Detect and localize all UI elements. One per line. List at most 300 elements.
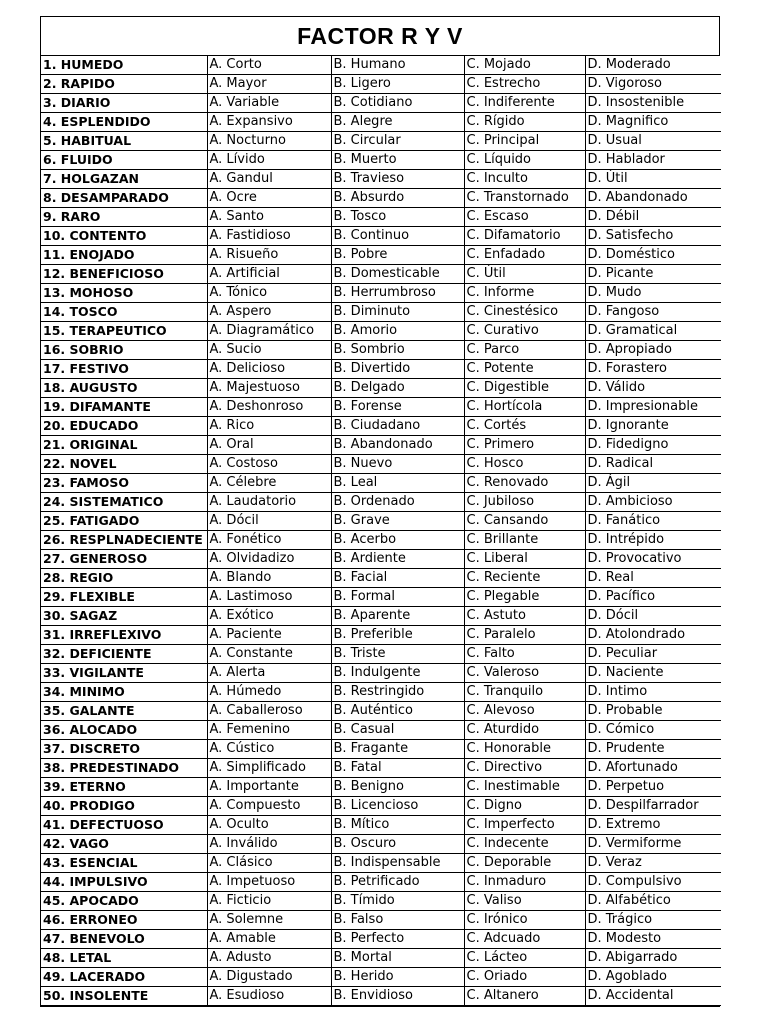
option-b-cell: B. Cotidiano (331, 94, 464, 113)
table-row (41, 702, 721, 721)
option-c-cell: C. Transtornado (464, 189, 585, 208)
table-row (41, 151, 721, 170)
table-row (41, 322, 721, 341)
target-word-cell: 38. PREDESTINADO (41, 759, 207, 778)
option-d-cell: D. Modesto (585, 930, 721, 949)
target-word-cell: 27. GENEROSO (41, 550, 207, 569)
option-d-cell: D. Hablador (585, 151, 721, 170)
option-d-cell: D. Alfabético (585, 892, 721, 911)
option-b-cell: B. Restringido (331, 683, 464, 702)
target-word-cell: 49. LACERADO (41, 968, 207, 987)
table-row (41, 303, 721, 322)
option-b-cell: B. Travieso (331, 170, 464, 189)
option-a-cell: A. Amable (207, 930, 331, 949)
option-b-cell: B. Sombrio (331, 341, 464, 360)
option-c-cell: C. Inestimable (464, 778, 585, 797)
option-c-cell: C. Tranquilo (464, 683, 585, 702)
target-word-cell: 25. FATIGADO (41, 512, 207, 531)
option-d-cell: D. Vigoroso (585, 75, 721, 94)
option-c-cell: C. Brillante (464, 531, 585, 550)
table-row (41, 455, 721, 474)
option-d-cell: D. Satisfecho (585, 227, 721, 246)
target-word-cell: 33. VIGILANTE (41, 664, 207, 683)
option-b-cell: B. Triste (331, 645, 464, 664)
option-a-cell: A. Impetuoso (207, 873, 331, 892)
table-row (41, 645, 721, 664)
option-b-cell: B. Oscuro (331, 835, 464, 854)
target-word-cell: 50. INSOLENTE (41, 987, 207, 1006)
option-a-cell: A. Clásico (207, 854, 331, 873)
option-c-cell: C. Digestible (464, 379, 585, 398)
target-word-cell: 15. TERAPEUTICO (41, 322, 207, 341)
option-c-cell: C. Inculto (464, 170, 585, 189)
option-a-cell: A. Esudioso (207, 987, 331, 1006)
target-word-cell: 4. ESPLENDIDO (41, 113, 207, 132)
option-d-cell: D. Fangoso (585, 303, 721, 322)
option-a-cell: A. Diagramático (207, 322, 331, 341)
target-word-cell: 19. DIFAMANTE (41, 398, 207, 417)
option-c-cell: C. Adcuado (464, 930, 585, 949)
option-d-cell: D. Provocativo (585, 550, 721, 569)
table-row (41, 873, 721, 892)
option-c-cell: C. Liberal (464, 550, 585, 569)
option-a-cell: A. Constante (207, 645, 331, 664)
option-b-cell: B. Forense (331, 398, 464, 417)
option-a-cell: A. Variable (207, 94, 331, 113)
option-b-cell: B. Delgado (331, 379, 464, 398)
table-row (41, 968, 721, 987)
option-c-cell: C. Honorable (464, 740, 585, 759)
option-d-cell: D. Impresionable (585, 398, 721, 417)
option-b-cell: B. Mítico (331, 816, 464, 835)
table-row (41, 227, 721, 246)
option-d-cell: D. Despilfarrador (585, 797, 721, 816)
table-row (41, 398, 721, 417)
option-a-cell: A. Costoso (207, 455, 331, 474)
option-d-cell: D. Intimo (585, 683, 721, 702)
option-a-cell: A. Corto (207, 56, 331, 75)
target-word-cell: 43. ESENCIAL (41, 854, 207, 873)
table-row (41, 854, 721, 873)
table-row (41, 113, 721, 132)
option-d-cell: D. Fanático (585, 512, 721, 531)
table-row (41, 132, 721, 151)
target-word-cell: 30. SAGAZ (41, 607, 207, 626)
option-a-cell: A. Mayor (207, 75, 331, 94)
option-c-cell: C. Digno (464, 797, 585, 816)
option-c-cell: C. Informe (464, 284, 585, 303)
option-c-cell: C. Curativo (464, 322, 585, 341)
target-word-cell: 16. SOBRIO (41, 341, 207, 360)
option-c-cell: C. Parco (464, 341, 585, 360)
option-c-cell: C. Reciente (464, 569, 585, 588)
option-a-cell: A. Blando (207, 569, 331, 588)
option-b-cell: B. Fatal (331, 759, 464, 778)
option-a-cell: A. Femenino (207, 721, 331, 740)
option-b-cell: B. Divertido (331, 360, 464, 379)
option-b-cell: B. Acerbo (331, 531, 464, 550)
option-d-cell: D. Mudo (585, 284, 721, 303)
option-a-cell: A. Húmedo (207, 683, 331, 702)
target-word-cell: 22. NOVEL (41, 455, 207, 474)
option-c-cell: C. Renovado (464, 474, 585, 493)
option-d-cell: D. Compulsivo (585, 873, 721, 892)
table-row (41, 930, 721, 949)
option-c-cell: C. Lácteo (464, 949, 585, 968)
option-d-cell: D. Peculiar (585, 645, 721, 664)
option-a-cell: A. Nocturno (207, 132, 331, 151)
table-row (41, 911, 721, 930)
table-row (41, 816, 721, 835)
option-d-cell: D. Afortunado (585, 759, 721, 778)
target-word-cell: 39. ETERNO (41, 778, 207, 797)
option-c-cell: C. Difamatorio (464, 227, 585, 246)
option-d-cell: D. Real (585, 569, 721, 588)
option-a-cell: A. Oculto (207, 816, 331, 835)
option-d-cell: D. Insostenible (585, 94, 721, 113)
option-b-cell: B. Grave (331, 512, 464, 531)
table-row (41, 75, 721, 94)
option-a-cell: A. Olvidadizo (207, 550, 331, 569)
target-word-cell: 23. FAMOSO (41, 474, 207, 493)
option-a-cell: A. Dócil (207, 512, 331, 531)
target-word-cell: 10. CONTENTO (41, 227, 207, 246)
option-a-cell: A. Paciente (207, 626, 331, 645)
option-d-cell: D. Útil (585, 170, 721, 189)
option-a-cell: A. Expansivo (207, 113, 331, 132)
option-a-cell: A. Alerta (207, 664, 331, 683)
option-b-cell: B. Ardiente (331, 550, 464, 569)
option-a-cell: A. Sucio (207, 341, 331, 360)
option-c-cell: C. Indecente (464, 835, 585, 854)
option-b-cell: B. Ligero (331, 75, 464, 94)
target-word-cell: 7. HOLGAZAN (41, 170, 207, 189)
table-row (41, 360, 721, 379)
option-c-cell: C. Astuto (464, 607, 585, 626)
option-a-cell: A. Lastimoso (207, 588, 331, 607)
table-row (41, 892, 721, 911)
target-word-cell: 6. FLUIDO (41, 151, 207, 170)
option-d-cell: D. Gramatical (585, 322, 721, 341)
option-d-cell: D. Válido (585, 379, 721, 398)
option-a-cell: A. Rico (207, 417, 331, 436)
option-d-cell: D. Prudente (585, 740, 721, 759)
option-b-cell: B. Muerto (331, 151, 464, 170)
option-b-cell: B. Falso (331, 911, 464, 930)
option-c-cell: C. Hosco (464, 455, 585, 474)
option-a-cell: A. Ficticio (207, 892, 331, 911)
target-word-cell: 17. FESTIVO (41, 360, 207, 379)
option-a-cell: A. Santo (207, 208, 331, 227)
option-c-cell: C. Cortés (464, 417, 585, 436)
option-c-cell: C. Cinestésico (464, 303, 585, 322)
option-b-cell: B. Ciudadano (331, 417, 464, 436)
target-word-cell: 29. FLEXIBLE (41, 588, 207, 607)
option-d-cell: D. Perpetuo (585, 778, 721, 797)
option-d-cell: D. Abigarrado (585, 949, 721, 968)
table-row (41, 284, 721, 303)
table-row (41, 246, 721, 265)
option-c-cell: C. Estrecho (464, 75, 585, 94)
target-word-cell: 9. RARO (41, 208, 207, 227)
option-d-cell: D. Trágico (585, 911, 721, 930)
option-d-cell: D. Pacífico (585, 588, 721, 607)
option-d-cell: D. Magnifico (585, 113, 721, 132)
option-c-cell: C. Valiso (464, 892, 585, 911)
option-d-cell: D. Usual (585, 132, 721, 151)
option-d-cell: D. Picante (585, 265, 721, 284)
target-word-cell: 24. SISTEMATICO (41, 493, 207, 512)
target-word-cell: 28. REGIO (41, 569, 207, 588)
option-a-cell: A. Digustado (207, 968, 331, 987)
option-b-cell: B. Circular (331, 132, 464, 151)
option-d-cell: D. Ambicioso (585, 493, 721, 512)
table-row (41, 759, 721, 778)
table-row (41, 740, 721, 759)
option-d-cell: D. Ágil (585, 474, 721, 493)
target-word-cell: 42. VAGO (41, 835, 207, 854)
option-b-cell: B. Domesticable (331, 265, 464, 284)
option-c-cell: C. Primero (464, 436, 585, 455)
option-b-cell: B. Auténtico (331, 702, 464, 721)
option-b-cell: B. Diminuto (331, 303, 464, 322)
option-d-cell: D. Dócil (585, 607, 721, 626)
option-d-cell: D. Radical (585, 455, 721, 474)
target-word-cell: 2. RAPIDO (41, 75, 207, 94)
option-d-cell: D. Forastero (585, 360, 721, 379)
option-b-cell: B. Indispensable (331, 854, 464, 873)
option-b-cell: B. Tímido (331, 892, 464, 911)
table-row (41, 531, 721, 550)
table-row (41, 797, 721, 816)
table-row (41, 778, 721, 797)
table-row (41, 569, 721, 588)
option-d-cell: D. Agoblado (585, 968, 721, 987)
option-d-cell: D. Veraz (585, 854, 721, 873)
option-d-cell: D. Débil (585, 208, 721, 227)
test-sheet (40, 16, 720, 1007)
option-c-cell: C. Plegable (464, 588, 585, 607)
option-b-cell: B. Absurdo (331, 189, 464, 208)
option-b-cell: B. Mortal (331, 949, 464, 968)
table-row (41, 550, 721, 569)
target-word-cell: 46. ERRONEO (41, 911, 207, 930)
table-row (41, 949, 721, 968)
option-d-cell: D. Intrépido (585, 531, 721, 550)
target-word-cell: 18. AUGUSTO (41, 379, 207, 398)
target-word-cell: 12. BENEFICIOSO (41, 265, 207, 284)
target-word-cell: 44. IMPULSIVO (41, 873, 207, 892)
option-a-cell: A. Caballeroso (207, 702, 331, 721)
table-row (41, 721, 721, 740)
option-a-cell: A. Compuesto (207, 797, 331, 816)
option-c-cell: C. Irónico (464, 911, 585, 930)
target-word-cell: 36. ALOCADO (41, 721, 207, 740)
target-word-cell: 1. HUMEDO (41, 56, 207, 75)
option-b-cell: B. Perfecto (331, 930, 464, 949)
option-b-cell: B. Indulgente (331, 664, 464, 683)
target-word-cell: 20. EDUCADO (41, 417, 207, 436)
option-c-cell: C. Potente (464, 360, 585, 379)
option-a-cell: A. Oral (207, 436, 331, 455)
target-word-cell: 3. DIARIO (41, 94, 207, 113)
option-a-cell: A. Lívido (207, 151, 331, 170)
option-c-cell: C. Valeroso (464, 664, 585, 683)
option-b-cell: B. Humano (331, 56, 464, 75)
option-c-cell: C. Enfadado (464, 246, 585, 265)
option-b-cell: B. Ordenado (331, 493, 464, 512)
option-b-cell: B. Aparente (331, 607, 464, 626)
option-c-cell: C. Mojado (464, 56, 585, 75)
option-a-cell: A. Cústico (207, 740, 331, 759)
option-a-cell: A. Adusto (207, 949, 331, 968)
option-a-cell: A. Exótico (207, 607, 331, 626)
option-a-cell: A. Gandul (207, 170, 331, 189)
target-word-cell: 11. ENOJADO (41, 246, 207, 265)
target-word-cell: 8. DESAMPARADO (41, 189, 207, 208)
option-b-cell: B. Petrificado (331, 873, 464, 892)
target-word-cell: 35. GALANTE (41, 702, 207, 721)
option-a-cell: A. Delicioso (207, 360, 331, 379)
target-word-cell: 13. MOHOSO (41, 284, 207, 303)
option-c-cell: C. Útil (464, 265, 585, 284)
option-c-cell: C. Alevoso (464, 702, 585, 721)
option-b-cell: B. Envidioso (331, 987, 464, 1006)
option-a-cell: A. Ocre (207, 189, 331, 208)
target-word-cell: 5. HABITUAL (41, 132, 207, 151)
option-b-cell: B. Licencioso (331, 797, 464, 816)
option-c-cell: C. Rígido (464, 113, 585, 132)
option-a-cell: A. Artificial (207, 265, 331, 284)
option-a-cell: A. Solemne (207, 911, 331, 930)
target-word-cell: 32. DEFICIENTE (41, 645, 207, 664)
option-c-cell: C. Deporable (464, 854, 585, 873)
table-row (41, 56, 721, 75)
option-c-cell: C. Líquido (464, 151, 585, 170)
option-a-cell: A. Tónico (207, 284, 331, 303)
option-c-cell: C. Falto (464, 645, 585, 664)
target-word-cell: 48. LETAL (41, 949, 207, 968)
option-c-cell: C. Aturdido (464, 721, 585, 740)
option-c-cell: C. Principal (464, 132, 585, 151)
option-b-cell: B. Benigno (331, 778, 464, 797)
option-b-cell: B. Tosco (331, 208, 464, 227)
option-c-cell: C. Escaso (464, 208, 585, 227)
option-a-cell: A. Célebre (207, 474, 331, 493)
option-b-cell: B. Leal (331, 474, 464, 493)
target-word-cell: 47. BENEVOLO (41, 930, 207, 949)
table-row (41, 835, 721, 854)
option-c-cell: C. Jubiloso (464, 493, 585, 512)
option-b-cell: B. Nuevo (331, 455, 464, 474)
option-a-cell: A. Importante (207, 778, 331, 797)
option-c-cell: C. Inmaduro (464, 873, 585, 892)
option-c-cell: C. Oriado (464, 968, 585, 987)
table-row (41, 493, 721, 512)
option-c-cell: C. Imperfecto (464, 816, 585, 835)
table-row (41, 94, 721, 113)
option-c-cell: C. Indiferente (464, 94, 585, 113)
option-c-cell: C. Altanero (464, 987, 585, 1006)
table-row (41, 512, 721, 531)
option-b-cell: B. Amorio (331, 322, 464, 341)
target-word-cell: 14. TOSCO (41, 303, 207, 322)
option-d-cell: D. Probable (585, 702, 721, 721)
word-table (41, 56, 721, 1006)
table-row (41, 987, 721, 1006)
table-row (41, 626, 721, 645)
option-a-cell: A. Simplificado (207, 759, 331, 778)
option-a-cell: A. Deshonroso (207, 398, 331, 417)
option-b-cell: B. Casual (331, 721, 464, 740)
option-b-cell: B. Fragante (331, 740, 464, 759)
option-d-cell: D. Cómico (585, 721, 721, 740)
option-b-cell: B. Alegre (331, 113, 464, 132)
option-b-cell: B. Abandonado (331, 436, 464, 455)
table-row (41, 208, 721, 227)
option-b-cell: B. Herido (331, 968, 464, 987)
option-a-cell: A. Inválido (207, 835, 331, 854)
table-row (41, 436, 721, 455)
option-a-cell: A. Majestuoso (207, 379, 331, 398)
target-word-cell: 31. IRREFLEXIVO (41, 626, 207, 645)
option-d-cell: D. Fidedigno (585, 436, 721, 455)
option-b-cell: B. Continuo (331, 227, 464, 246)
option-d-cell: D. Extremo (585, 816, 721, 835)
table-row (41, 341, 721, 360)
table-row (41, 417, 721, 436)
option-a-cell: A. Aspero (207, 303, 331, 322)
option-d-cell: D. Ignorante (585, 417, 721, 436)
option-b-cell: B. Formal (331, 588, 464, 607)
table-row (41, 265, 721, 284)
option-a-cell: A. Fonético (207, 531, 331, 550)
option-b-cell: B. Herrumbroso (331, 284, 464, 303)
option-a-cell: A. Laudatorio (207, 493, 331, 512)
option-d-cell: D. Accidental (585, 987, 721, 1006)
target-word-cell: 41. DEFECTUOSO (41, 816, 207, 835)
table-row (41, 588, 721, 607)
option-d-cell: D. Moderado (585, 56, 721, 75)
option-b-cell: B. Facial (331, 569, 464, 588)
target-word-cell: 40. PRODIGO (41, 797, 207, 816)
option-c-cell: C. Paralelo (464, 626, 585, 645)
target-word-cell: 21. ORIGINAL (41, 436, 207, 455)
option-d-cell: D. Abandonado (585, 189, 721, 208)
table-row (41, 474, 721, 493)
table-row (41, 664, 721, 683)
option-a-cell: A. Risueño (207, 246, 331, 265)
table-row (41, 607, 721, 626)
table-row (41, 170, 721, 189)
table-row (41, 189, 721, 208)
option-d-cell: D. Atolondrado (585, 626, 721, 645)
option-d-cell: D. Doméstico (585, 246, 721, 265)
option-d-cell: D. Vermiforme (585, 835, 721, 854)
page-title: FACTOR R Y V (41, 17, 720, 56)
option-b-cell: B. Pobre (331, 246, 464, 265)
option-c-cell: C. Hortícola (464, 398, 585, 417)
target-word-cell: 26. RESPLNADECIENTE (41, 531, 207, 550)
table-row (41, 379, 721, 398)
option-a-cell: A. Fastidioso (207, 227, 331, 246)
option-d-cell: D. Naciente (585, 664, 721, 683)
option-c-cell: C. Directivo (464, 759, 585, 778)
option-d-cell: D. Apropiado (585, 341, 721, 360)
table-row (41, 683, 721, 702)
word-table-body (41, 56, 721, 1006)
target-word-cell: 34. MINIMO (41, 683, 207, 702)
